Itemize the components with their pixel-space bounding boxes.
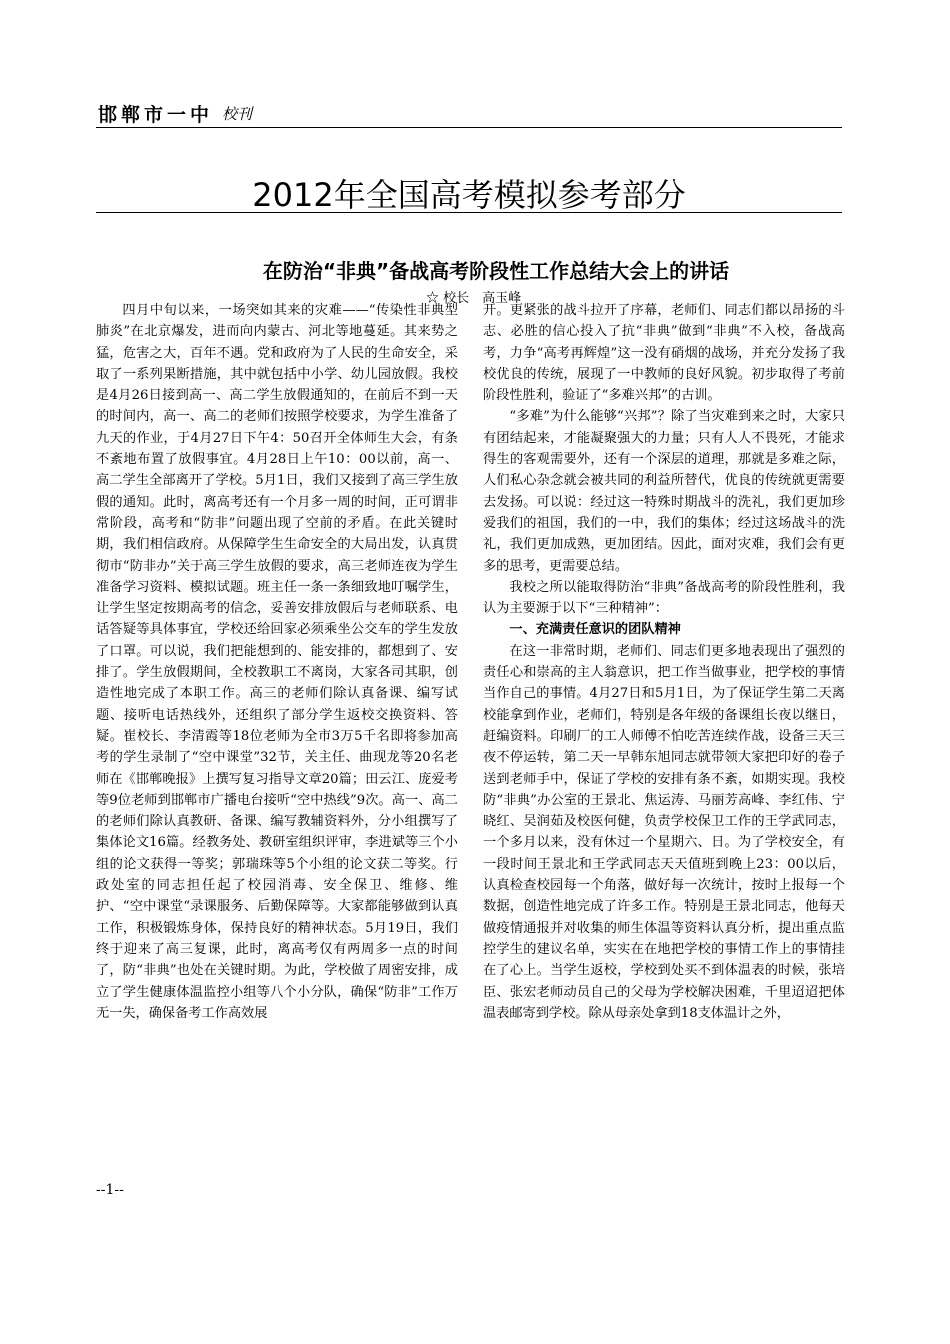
page-header — [98, 100, 843, 126]
paragraph: 四月中旬以来，一场突如其来的灾难——“传染性非典型肺炎”在北京爆发，进而向内蒙古、河北等地蔓延。其来势之猛，危害之大，百年不遇。党和政府为了人民的生命安全，采取了一系列果断措施，其中就包括中小学、幼儿园放假。我校是4月26日接到高一、高二学生放假通知的，在前后不到一天的时间内，高一、高二的老师们按照学校要求，为学生准备了九天的作业，于4月27日下午4：50召开全体师生大会，有条不紊地布置了放假事宜。4月28日上午10：00以前，高一、高二学生全部离开了学校。5月1日，我们又接到了高三学生放假的通知。此时，离高考还有一个月多一周的时间，正可谓非常阶段，高考和“防非”问题出现了空前的矛盾。在此关键时期，我们相信政府。从保障学生生命安全的大局出发，认真贯彻市“防非办”关于高三学生放假的要求，高三老师连夜为学生准备学习资料、模拟试题。班主任一条一条细致地叮嘱学生，让学生坚定按期高考的信念，妥善安排放假后与老师联系、电话答疑等具体事宜，学校还给回家必须乘坐公交车的学生发放了口罩。可以说，我们把能想到的、能安排的，都想到了、安排了。学生放假期间，全校教职工不离岗，大家各司其职，创造性地完成了本职工作。高三的老师们除认真备课、编写试题、接听电话热线外，还组织了部分学生返校交换资料、答疑。崔校长、李清霞等18位老师为全市3万5千名即将参加高考的学生录制了“空中课堂”32节，关主任、曲现龙等20名老师在《邯郸晚报》上撰写复习指导文章20篇；田云江、庞爱考等9位老师到邯郸市广播电台接听“空中热线”9次。高一、高二的老师们除认真教研、备课、编写教辅资料外，分小组撰写了集体论文16篇。经教务处、教研室组织评审，李进斌等三个小组的论文获得一等奖；郭瑞珠等5个小组的论文获二等奖。行政处室的同志担任起了校园消毒、安全保卫、维修、维护、“空中课堂“录课服务、后勤保障等。大家都能够做到认真工作，积极锻炼身体，保持良好的精神状态。5月19日，我们终于迎来了高三复课，此时，离高考仅有两周多一点的时间了，防“非典”也处在关键时期。为此，学校做了周密安排，成立了学生健康体温监控小组等八个小分队，确保“防非”工作万无一失，确保备考工作高效展 — [96, 303, 458, 1021]
journal-label: 校刊 — [222, 105, 253, 123]
article-title: 在防治“非典”备战高考阶段性工作总结大会上的讲话 — [262, 259, 730, 283]
paragraph: 开。更紧张的战斗拉开了序幕，老师们、同志们都以昂扬的斗志、必胜的信心投入了抗“非典”做到“非典”不入校，备战高考，力争“高考再辉煌”这一没有硝烟的战场，并充分发扬了我校优良的传统，展现了一中教师的良好风貌。初步取得了考前阶段性胜利，验证了“多难兴邦”的古训。 — [483, 303, 845, 404]
section-title: 2012年全国高考模拟参考部分 — [252, 176, 686, 214]
right-column — [483, 300, 845, 1024]
paragraph: “多难”为什么能够“兴邦”？除了当灾难到来之时，大家只有团结起来，才能凝聚强大的力量；只有人人不畏死，才能求得生的客观需要外，还有一个深层的道理，那就是多难之际，人们私心杂念就会被共同的利益所替代，优良的传统就更需要去发扬。可以说：经过这一特殊时期战斗的洗礼，我们更加珍爱我们的祖国，我们的一中，我们的集体；经过这场战斗的洗礼，我们更加成熟，更加团结。因此，面对灾难，我们会有更多的思考，更需要总结。 — [483, 409, 845, 574]
left-column — [96, 300, 458, 1024]
paragraph: 我校之所以能取得防治“非典”备战高考的阶段性胜利，我认为主要源于以下“三种精神”： — [483, 579, 845, 617]
paragraph: 在这一非常时期，老师们、同志们更多地表现出了强烈的责任心和崇高的主人翁意识，把工作当做事业，把学校的事情当作自己的事情。4月27日和5月1日，为了保证学生第二天离校能拿到作业，老师们，特别是各年级的备课组长夜以继日，赶编资料。印刷厂的工人师傅不怕吃苦连续作战，设备三天三夜不停运转，第二天一早韩东旭同志就带领大家把印好的卷子送到老师手中，保证了学校的安排有条不紊，如期实现。我校防“非典”办公室的王景北、焦运涛、马丽芳高峰、李红伟、宁晓红、吴润茹及校医何健，负责学校保卫工作的王学武同志，一个多月以来，没有休过一个星期六、日。为了学校安全，有一段时间王景北和王学武同志天天值班到晚上23：00以后，认真检查校园每一个角落，做好每一次统计，按时上报每一个数据，创造性地完成了许多工作。特别是王景北同志，他每天做疫情通报并对收集的师生体温等资料认真分析，提出重点监控学生的建议名单，实实在在地把学校的事情工作上的事情挂在了心上。当学生返校，学校到处买不到体温表的时候，张培臣、张宏老师动员自己的父母为学校解决困难，千里迢迢把体温表邮寄到学校。除从母亲处拿到18支体温计之外， — [483, 643, 845, 1021]
article-author: ☆ 校长 高玉峰 — [426, 291, 522, 306]
page-number: --1-- — [96, 1182, 124, 1198]
school-name: 邯郸市一中 — [98, 104, 214, 126]
title-rule — [96, 212, 842, 213]
header-rule — [96, 127, 842, 128]
section-heading: 一、充满责任意识的团队精神 — [509, 622, 681, 638]
